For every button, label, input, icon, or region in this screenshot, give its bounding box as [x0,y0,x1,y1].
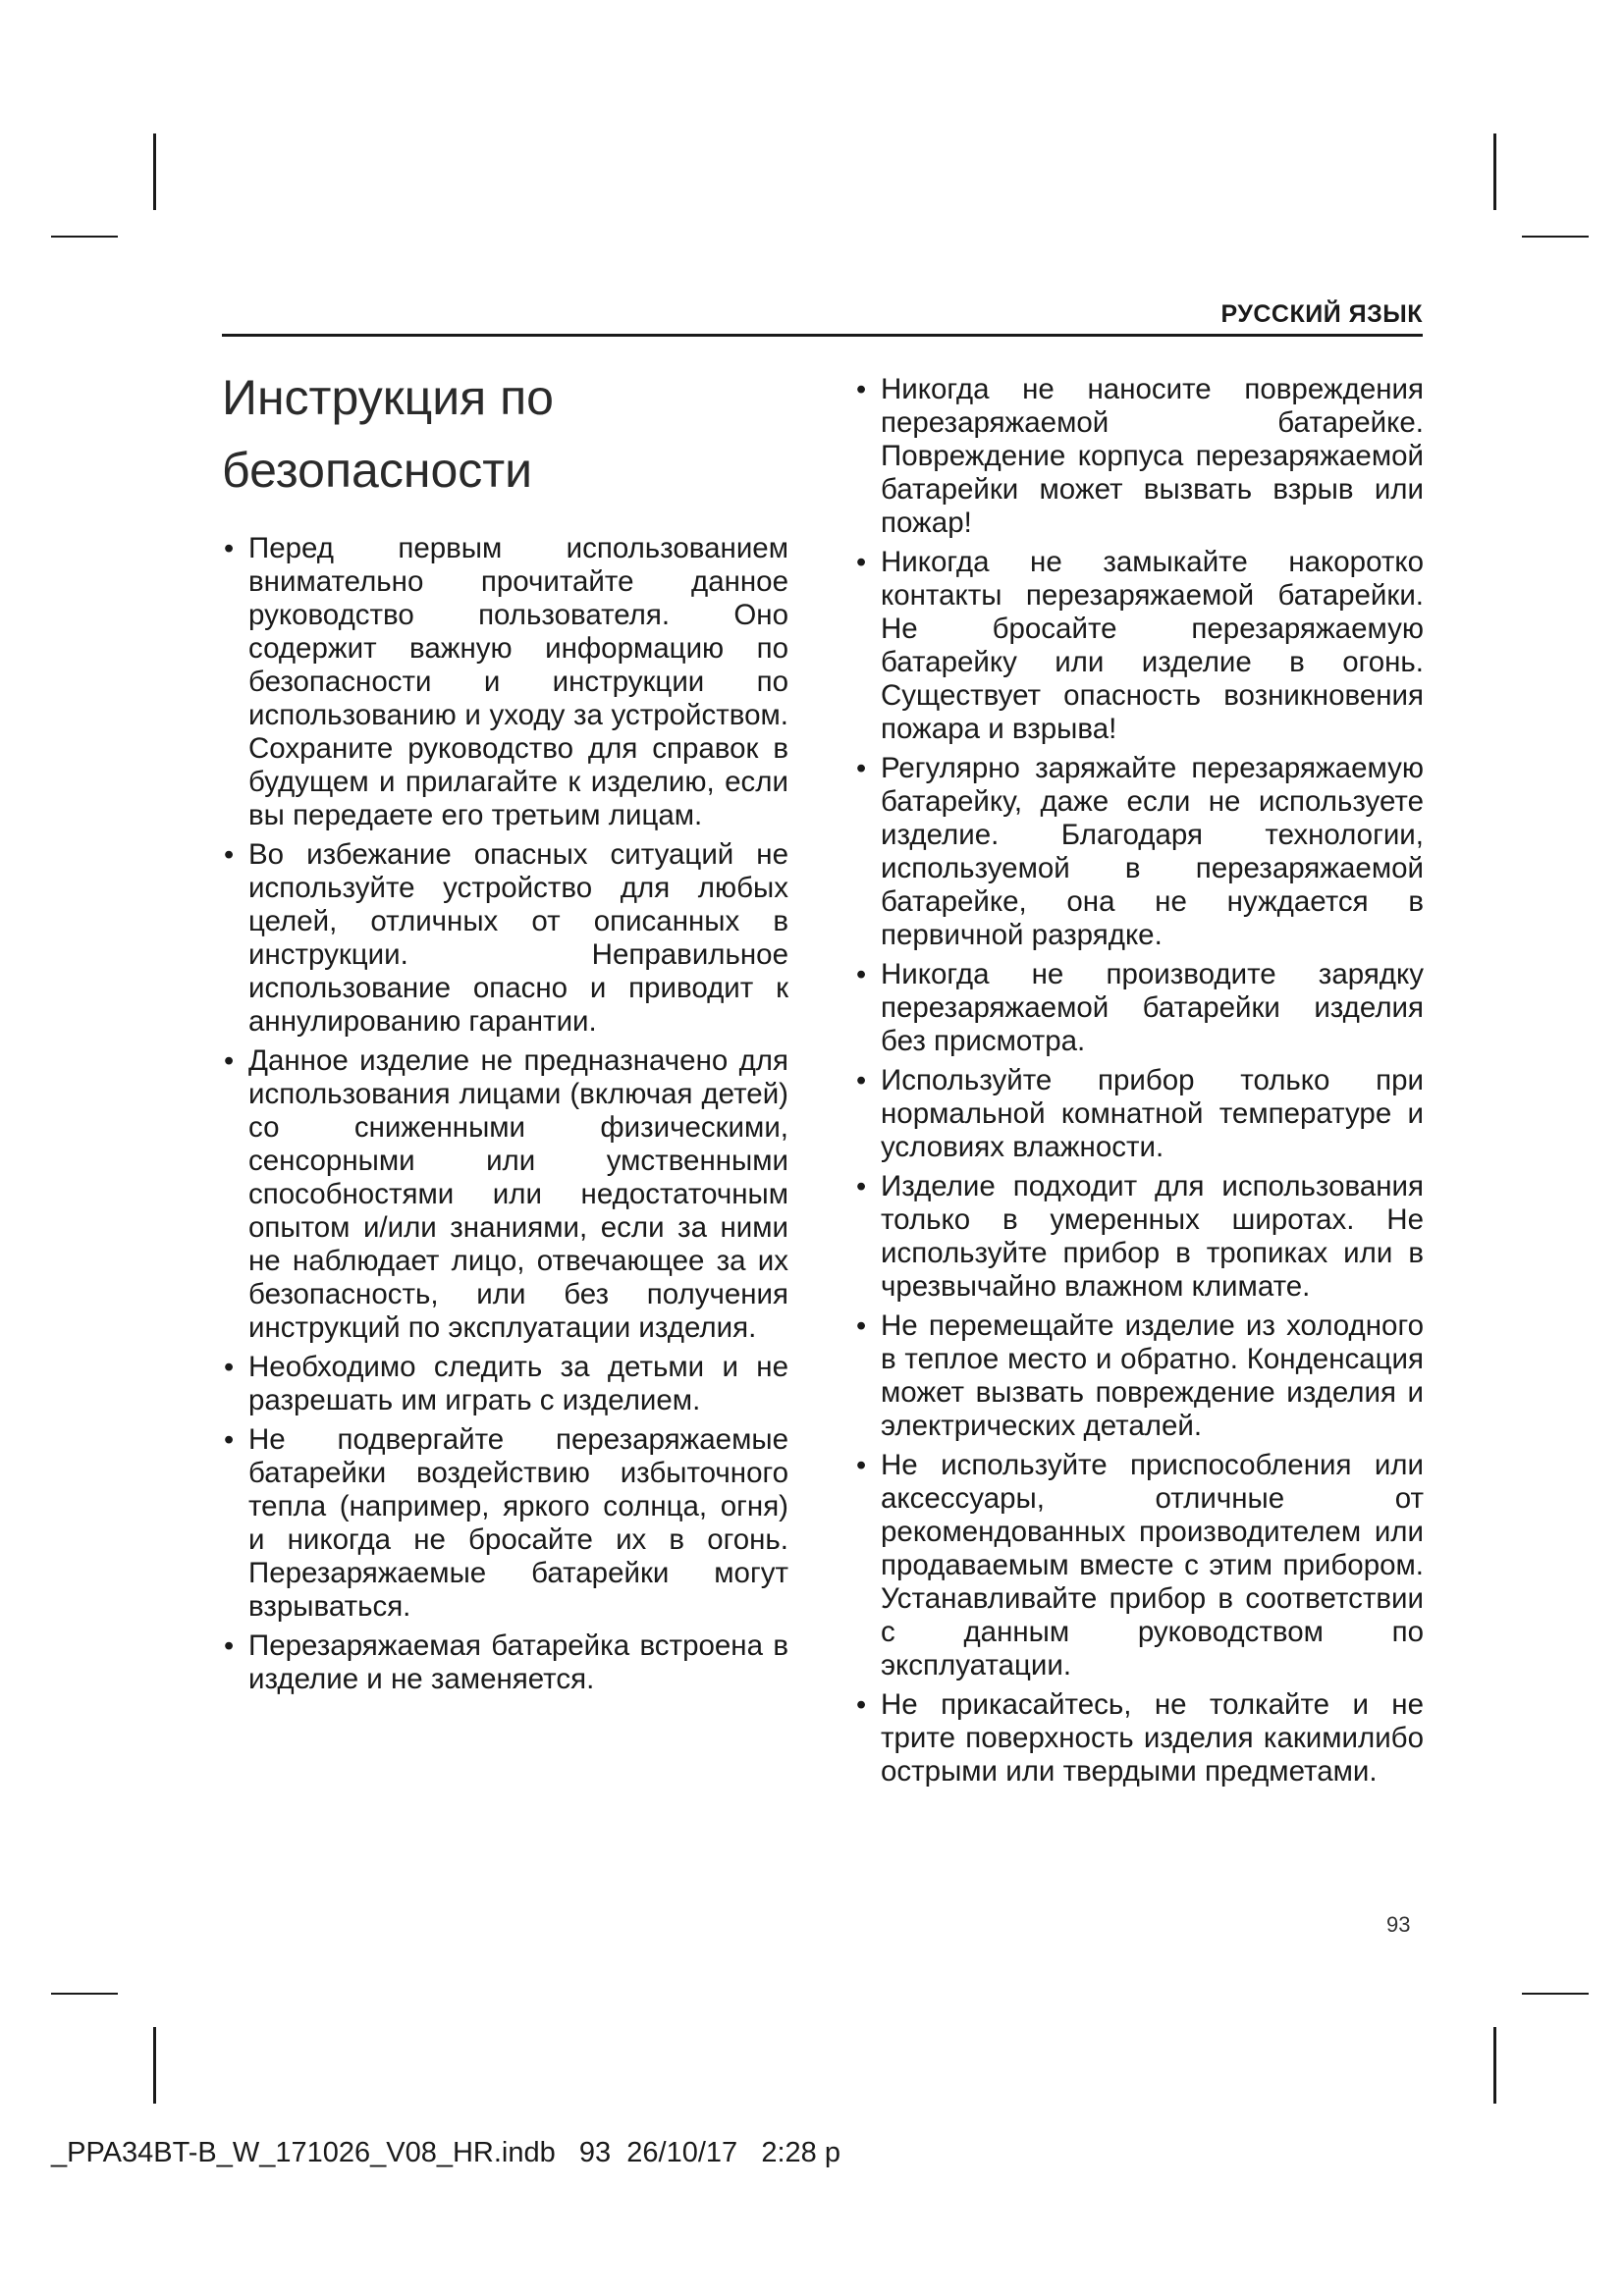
safety-list-left [222,532,788,1696]
list-item: • Никогда не замыкайте накоротко контакты перезаряжаемой батарейки. Не бросайте перезаряжаемую батарейку или изделие в огонь. Существует опасность возникновения пожара и взрыва! [854,546,1424,746]
list-item: • Никогда не наносите повреждения перезаряжаемой батарейке. Повреждение корпуса перезаряжаемой батарейки может вызвать взрыв или пожар! [854,373,1424,540]
list-item: • Перезаряжаемая батарейка встроена в изделие и не заменяется. [222,1629,788,1696]
list-item: • Данное изделие не предназначено для использования лицами (включая детей) со сниженными физическими, сенсорными или умственными способностями или недостаточным опытом и/или знаниями, если за ними не наблюдает лицо, отвечающее за их безопасность, или без получения инструкций по эксплуатации изделия. [222,1044,788,1345]
list-item: • Необходимо следить за детьми и не разрешать им играть с изделием. [222,1351,788,1417]
page-number: 93 [1386,1912,1411,1937]
list-item: • Не перемещайте изделие из холодного в теплое место и обратно. Конденсация может вызвать повреждение изделия и электрических деталей. [854,1309,1424,1443]
list-item: • Не используйте приспособления или аксессуары, отличные от рекомендованных производителем или продаваемым вместе с этим прибором. Устанавливайте прибор в соответствии с данным руководством по эксплуатации. [854,1449,1424,1682]
crop-mark-bottom-right-horizontal [1522,1993,1589,1995]
list-item: • Используйте прибор только при нормальной комнатной температуре и условиях влажности. [854,1064,1424,1164]
crop-mark-top-left-vertical [153,133,156,210]
header-rule [222,334,1423,337]
list-item: • Регулярно заряжайте перезаряжаемую батарейку, даже если не используете изделие. Благодаря технологии, используемой в перезаряжаемой батарейке, она не нуждается в первичной разрядке. [854,752,1424,952]
crop-mark-bottom-right-vertical [1493,2027,1496,2104]
page-title: Инструкция по безопасности [222,370,554,498]
right-column [854,373,1424,1794]
list-item: • Не подвергайте перезаряжаемые батарейки воздействию избыточного тепла (например, яркого солнца, огня) и никогда не бросайте их в огонь. Перезаряжаемые батарейки могут взрываться. [222,1423,788,1624]
list-item: • Никогда не производите зарядку перезаряжаемой батарейки изделия без присмотра. [854,958,1424,1058]
crop-mark-top-right-horizontal [1522,236,1589,238]
section-label: РУССКИЙ ЯЗЫК [1220,300,1423,328]
left-column [222,532,788,1702]
list-item: • Во избежание опасных ситуаций не используйте устройство для любых целей, отличных от описанных в инструкции. Неправильное использование опасно и приводит к аннулированию гарантии. [222,838,788,1039]
crop-mark-bottom-left-horizontal [51,1993,118,1995]
safety-list-right [854,373,1424,1789]
crop-mark-top-left-horizontal [51,236,118,238]
list-item: • Перед первым использованием внимательно прочитайте данное руководство пользователя. Оно содержит важную информацию по безопасности и инструкции по использованию и уходу за устройством. Сохраните руководство для справок в будущем и прилагайте к изделию, если вы передаете его третьим лицам. [222,532,788,832]
list-item: • Изделие подходит для использования только в умеренных широтах. Не используйте прибор в тропиках или в чрезвычайно влажном климате. [854,1170,1424,1304]
crop-mark-top-right-vertical [1493,133,1496,210]
crop-mark-bottom-left-vertical [153,2027,156,2104]
list-item: • Не прикасайтесь, не толкайте и не трите поверхность изделия какимилибо острыми или твердыми предметами. [854,1688,1424,1789]
footer-slug: _PPA34BT-B_W_171026_V08_HR.indb 93 26/10/17 2:28 p [51,2137,840,2168]
